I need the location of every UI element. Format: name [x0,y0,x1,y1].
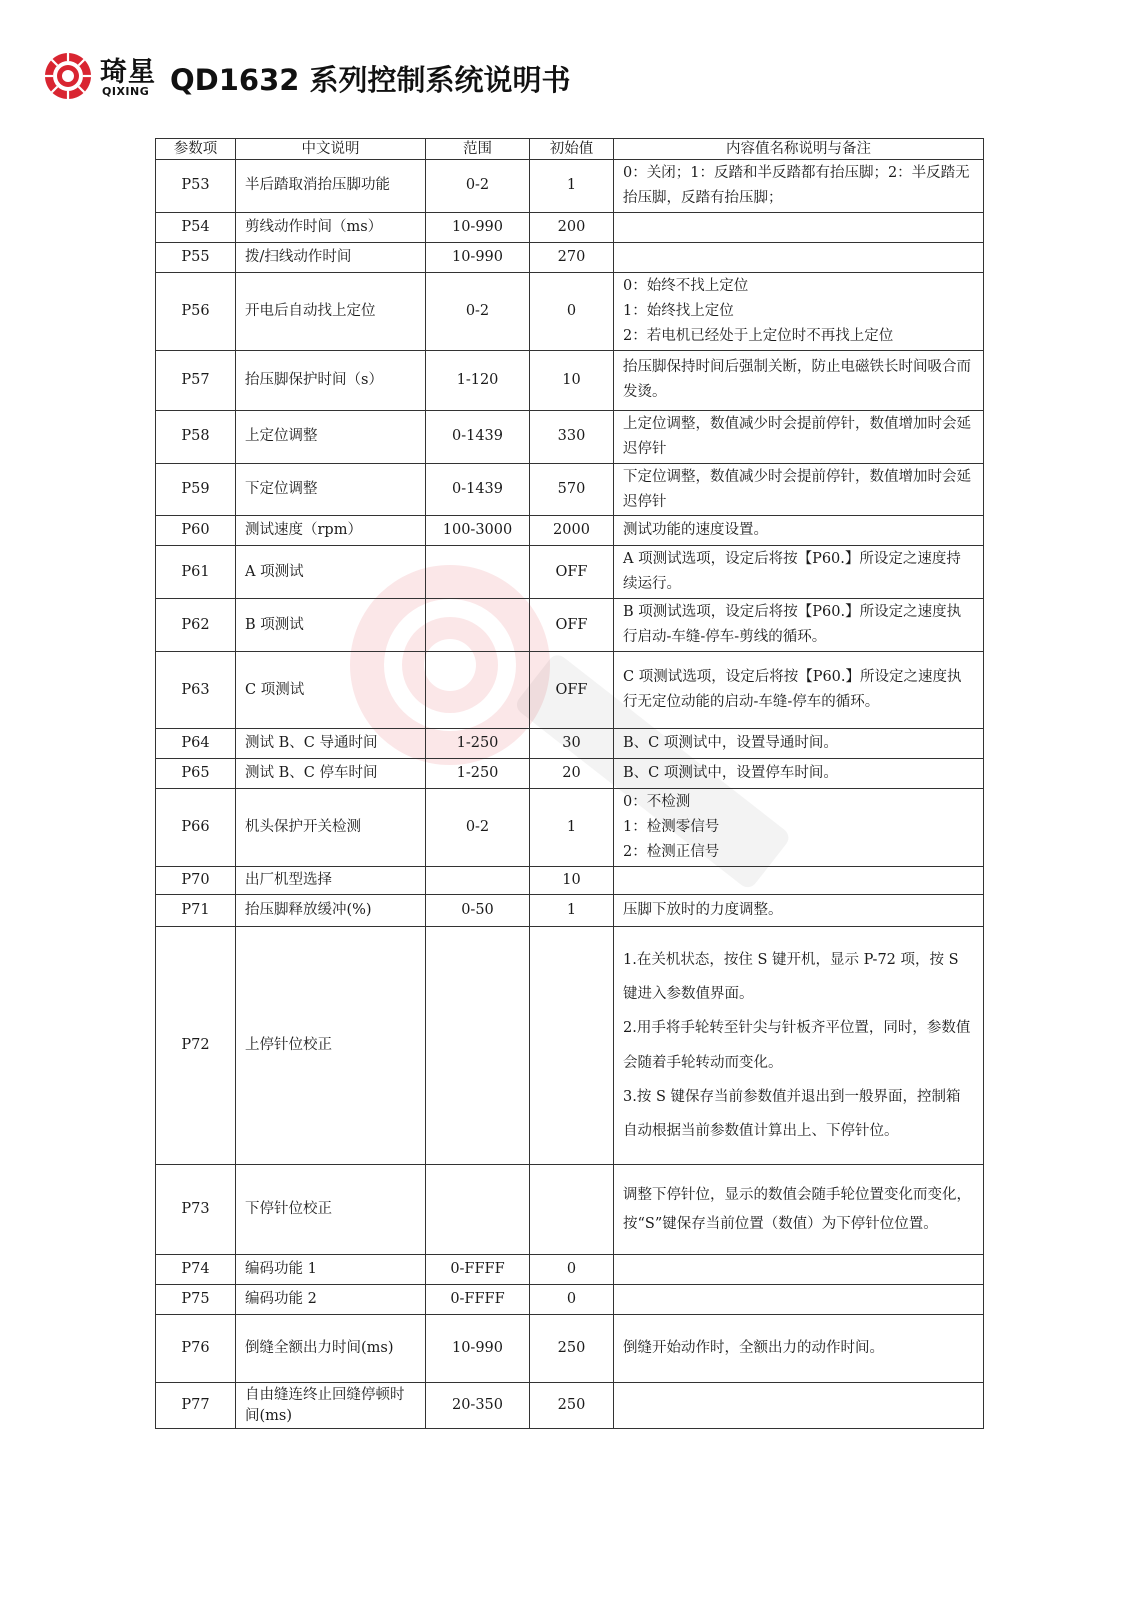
column-header-param: 参数项 [156,139,236,160]
table-row [156,895,984,927]
param-init: 10 [530,350,614,410]
param-notes [614,1165,984,1255]
param-code: P60 [156,516,236,546]
table-row [156,927,984,1165]
param-desc: 拨/扫线动作时间 [236,242,426,272]
param-desc: 上定位调整 [236,410,426,463]
param-range: 10-990 [426,212,530,242]
table-row [156,212,984,242]
param-notes [614,160,984,213]
table-row [156,652,984,729]
param-notes [614,927,984,1165]
param-range: 0-1439 [426,410,530,463]
note-line: C 项测试选项，设定后将按【P60.】所设定之速度执行无定位动能的启动-车缝-停车的循环。 [623,669,962,711]
param-notes [614,895,984,927]
param-range: 100-3000 [426,516,530,546]
param-desc: 半后踏取消抬压脚功能 [236,160,426,213]
param-notes [614,867,984,895]
note-line: 2：若电机已经处于上定位时不再找上定位 [623,327,894,344]
param-range [426,599,530,652]
param-init: 570 [530,463,614,516]
table-row [156,1165,984,1255]
param-init: 250 [530,1383,614,1429]
param-notes [614,212,984,242]
param-notes [614,1255,984,1285]
param-code: P58 [156,410,236,463]
param-init: OFF [530,652,614,729]
param-desc: 机头保护开关检测 [236,789,426,867]
param-desc: 抬压脚保护时间（s） [236,350,426,410]
note-line: 倒缝开始动作时，全额出力的动作时间。 [623,1340,884,1357]
param-init: 1 [530,895,614,927]
table-row [156,546,984,599]
param-range: 0-2 [426,272,530,350]
param-init: 20 [530,759,614,789]
param-range [426,867,530,895]
param-code: P55 [156,242,236,272]
param-code: P61 [156,546,236,599]
table-header-row [156,139,984,160]
document-title: QD1632 系列控制系统说明书 [170,63,571,97]
note-line: 2.用手将手轮转至针尖与针板齐平位置，同时，参数值会随着手轮转动而变化。 [623,1020,971,1071]
note-line: 上定位调整，数值减少时会提前停针，数值增加时会延迟停针 [623,415,971,457]
note-line: B 项测试选项，设定后将按【P60.】所设定之速度执行启动-车缝-停车-剪线的循环。 [623,604,962,646]
param-range [426,1165,530,1255]
param-code: P77 [156,1383,236,1429]
param-desc: 下停针位校正 [236,1165,426,1255]
param-init: OFF [530,599,614,652]
table-row [156,410,984,463]
param-notes [614,1315,984,1383]
note-line: B、C 项测试中，设置导通时间。 [623,735,838,752]
note-line: 下定位调整，数值减少时会提前停针，数值增加时会延迟停针 [623,468,971,510]
param-range [426,546,530,599]
param-range [426,927,530,1165]
table-row [156,789,984,867]
param-desc: 测试 B、C 停车时间 [236,759,426,789]
param-code: P75 [156,1285,236,1315]
table-row [156,463,984,516]
param-init: 200 [530,212,614,242]
table-row [156,1285,984,1315]
param-init: 0 [530,1285,614,1315]
param-notes [614,350,984,410]
param-desc: 出厂机型选择 [236,867,426,895]
note-line: 1：检测零信号 [623,819,720,836]
param-init: 270 [530,242,614,272]
param-desc: B 项测试 [236,599,426,652]
table-row [156,867,984,895]
parameter-table [155,138,984,1429]
param-desc: 倒缝全额出力时间(ms) [236,1315,426,1383]
note-line: 抬压脚保持时间后强制关断，防止电磁铁长时间吸合而发烫。 [623,359,971,401]
param-code: P65 [156,759,236,789]
param-notes [614,1383,984,1429]
note-line: 调整下停针位，显示的数值会随手轮位置变化而变化，按“S”键保存当前位置（数值）为下停针位位置。 [623,1187,971,1232]
param-range: 10-990 [426,242,530,272]
table-row [156,160,984,213]
param-init [530,927,614,1165]
column-header-desc: 中文说明 [236,139,426,160]
param-notes [614,759,984,789]
param-code: P53 [156,160,236,213]
table-row [156,1315,984,1383]
table-row [156,729,984,759]
param-range: 0-2 [426,160,530,213]
note-line: 0：始终不找上定位 [623,277,749,294]
note-line: 0：不检测 [623,794,691,811]
param-init: 330 [530,410,614,463]
param-desc: 剪线动作时间（ms） [236,212,426,242]
param-notes [614,463,984,516]
table-row [156,242,984,272]
note-line: 1：始终找上定位 [623,302,734,319]
table-row [156,759,984,789]
param-notes [614,729,984,759]
param-range: 0-1439 [426,463,530,516]
param-range: 10-990 [426,1315,530,1383]
param-init: 1 [530,160,614,213]
param-init: 2000 [530,516,614,546]
note-line: 3.按 S 键保存当前参数值并退出到一般界面，控制箱自动根据当前参数值计算出上、下停针位。 [623,1088,961,1139]
table-row [156,599,984,652]
param-code: P71 [156,895,236,927]
param-code: P64 [156,729,236,759]
note-line: 压脚下放时的力度调整。 [623,902,783,919]
param-code: P56 [156,272,236,350]
param-code: P66 [156,789,236,867]
param-code: P70 [156,867,236,895]
param-range: 20-350 [426,1383,530,1429]
param-notes [614,789,984,867]
param-range: 0-2 [426,789,530,867]
param-notes [614,599,984,652]
param-code: P57 [156,350,236,410]
param-range: 1-250 [426,759,530,789]
param-desc: 自由缝连终止回缝停顿时间(ms) [236,1383,426,1429]
param-code: P73 [156,1165,236,1255]
param-code: P74 [156,1255,236,1285]
param-init: 1 [530,789,614,867]
param-range [426,652,530,729]
table-row [156,1383,984,1429]
param-range: 1-250 [426,729,530,759]
param-desc: 测试速度（rpm） [236,516,426,546]
param-code: P54 [156,212,236,242]
param-notes [614,546,984,599]
param-init: 250 [530,1315,614,1383]
column-header-range: 范围 [426,139,530,160]
param-desc: 下定位调整 [236,463,426,516]
param-init: 0 [530,1255,614,1285]
param-notes [614,272,984,350]
param-notes [614,1285,984,1315]
param-notes [614,652,984,729]
table-row [156,516,984,546]
param-desc: 编码功能 2 [236,1285,426,1315]
param-range: 0-50 [426,895,530,927]
table-row [156,1255,984,1285]
column-header-notes: 内容值名称说明与备注 [614,139,984,160]
note-line: 0：关闭；1：反踏和半反踏都有抬压脚；2：半反踏无抬压脚，反踏有抬压脚； [623,165,970,206]
brand-name-cn: 琦星 [100,57,156,88]
param-init: 30 [530,729,614,759]
note-line: A 项测试选项，设定后将按【P60.】所设定之速度持续运行。 [623,551,961,593]
param-range: 1-120 [426,350,530,410]
param-desc: 开电后自动找上定位 [236,272,426,350]
param-init: OFF [530,546,614,599]
param-range: 0-FFFF [426,1285,530,1315]
param-notes [614,242,984,272]
brand-name-en: QIXING [102,85,150,98]
param-init: 0 [530,272,614,350]
param-notes [614,410,984,463]
param-desc: 测试 B、C 导通时间 [236,729,426,759]
param-init: 10 [530,867,614,895]
param-range: 0-FFFF [426,1255,530,1285]
qixing-logo-icon [44,52,92,100]
note-line: 1.在关机状态，按住 S 键开机，显示 P-72 项，按 S 键进入参数值界面。 [623,952,959,1003]
param-desc: C 项测试 [236,652,426,729]
note-line: 测试功能的速度设置。 [623,522,768,539]
param-desc: 抬压脚释放缓冲(%) [236,895,426,927]
note-line: 2：检测正信号 [623,844,720,861]
column-header-init: 初始值 [530,139,614,160]
param-desc: 上停针位校正 [236,927,426,1165]
param-desc: 编码功能 1 [236,1255,426,1285]
param-code: P63 [156,652,236,729]
page-header [44,52,744,100]
table-row [156,350,984,410]
param-desc: A 项测试 [236,546,426,599]
param-code: P62 [156,599,236,652]
note-line: B、C 项测试中，设置停车时间。 [623,765,838,782]
table-row [156,272,984,350]
param-notes [614,516,984,546]
param-code: P59 [156,463,236,516]
param-code: P72 [156,927,236,1165]
param-init [530,1165,614,1255]
param-code: P76 [156,1315,236,1383]
